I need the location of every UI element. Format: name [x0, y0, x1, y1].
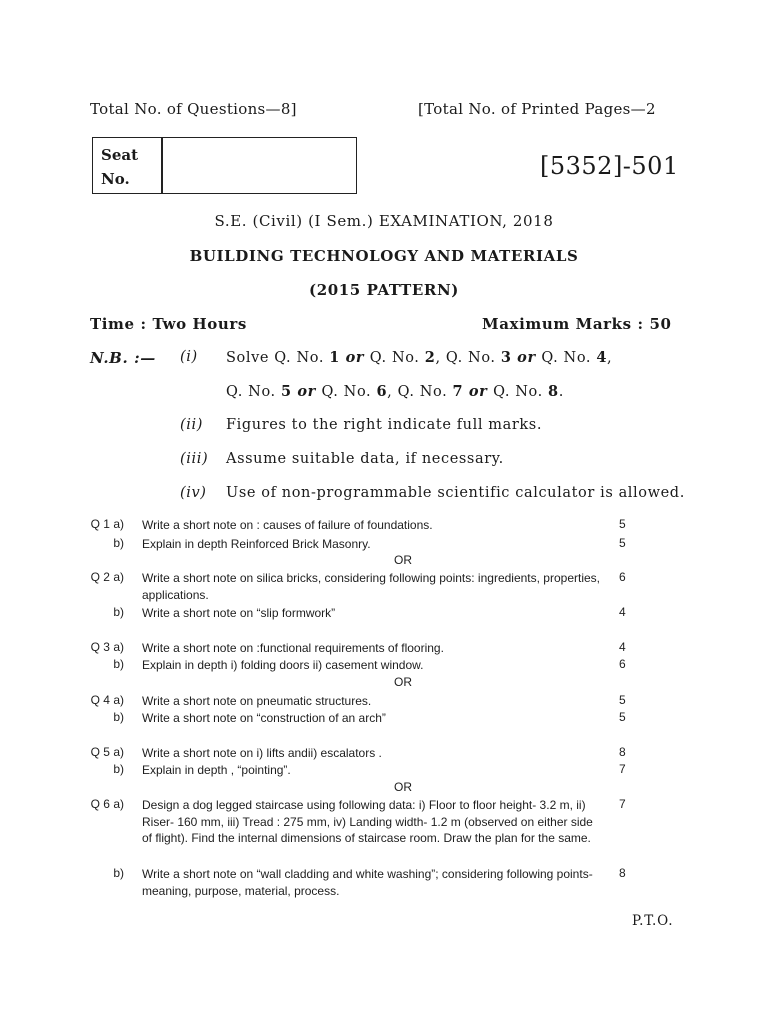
- instruction-part: 2: [424, 349, 436, 366]
- maximum-marks: Maximum Marks : 50: [482, 315, 672, 333]
- question-text: Write a short note on “wall cladding and white washing”; considering following points- meaning, purpose, material, process.: [142, 867, 593, 898]
- seat-label-line-1: Seat: [101, 146, 139, 164]
- instruction-part: or: [463, 383, 494, 400]
- question-text: Explain in depth i) folding doors ii) casement window.: [142, 658, 424, 672]
- instruction-part: 3: [500, 349, 512, 366]
- instruction-part: Q. No.: [226, 384, 281, 400]
- question-marks: 4: [619, 640, 626, 654]
- question-text: Write a short note on i) lifts andii) escalators .: [142, 746, 382, 760]
- total-printed-pages: [Total No. of Printed Pages—2: [418, 100, 656, 118]
- instruction-text: Figures to the right indicate full marks.: [226, 417, 543, 433]
- instruction-part: 5: [280, 383, 292, 400]
- instruction-number: (iv): [180, 485, 207, 501]
- exam-title: S.E. (Civil) (I Sem.) EXAMINATION, 2018: [214, 212, 554, 230]
- question-text: Design a dog legged staircase using following data: i) Floor to floor height- 3.2 m, ii) Riser- 160 mm, iii) Tread : 275 mm, iv) Landing width- 1.2 m (observed on either side of flight). Find the internal dimensions of staircase room. Draw the plan for the same.: [142, 798, 593, 845]
- question-number: Q 3 a): [90, 640, 124, 654]
- instruction-part: Solve Q. No.: [226, 350, 330, 366]
- instruction-part: 4: [596, 349, 608, 366]
- instruction-part: Q. No.: [493, 384, 549, 400]
- seat-number-label: [101, 143, 157, 191]
- question-text: Write a short note on “construction of an arch”: [142, 711, 386, 725]
- or-separator: OR: [394, 553, 412, 567]
- paper-code: [5352]-501: [540, 152, 679, 180]
- instruction-part: 7: [452, 383, 464, 400]
- question-marks: 4: [619, 605, 626, 619]
- instruction-part: , Q. No.: [387, 384, 453, 400]
- instruction-text: [226, 383, 564, 400]
- instruction-part: Q. No.: [321, 384, 377, 400]
- question-marks: 8: [619, 745, 626, 759]
- question-text: Write a short note on “slip formwork”: [142, 606, 336, 620]
- question-number: b): [113, 762, 124, 776]
- question-number: Q 6 a): [90, 797, 124, 811]
- seat-number-box: [92, 137, 357, 194]
- instruction-part: Q. No.: [369, 350, 425, 366]
- total-questions: Total No. of Questions—8]: [90, 100, 297, 118]
- instruction-number: (iii): [180, 451, 209, 467]
- instruction-part: 6: [376, 383, 388, 400]
- instruction-part: or: [291, 383, 322, 400]
- pattern-label: (2015 PATTERN): [309, 281, 459, 299]
- question-marks: 8: [619, 866, 626, 880]
- question-text: Write a short note on pneumatic structures.: [142, 694, 372, 708]
- or-separator: OR: [394, 675, 412, 689]
- question-marks: 5: [619, 536, 626, 550]
- instruction-part: Q. No.: [541, 350, 597, 366]
- subject-title: BUILDING TECHNOLOGY AND MATERIALS: [189, 247, 579, 265]
- question-marks: 5: [619, 693, 626, 707]
- instruction-part: or: [339, 349, 370, 366]
- question-marks: 6: [619, 657, 626, 671]
- question-number: Q 2 a): [90, 570, 124, 584]
- instruction-text: Assume suitable data, if necessary.: [226, 451, 504, 467]
- time-allowed: Time : Two Hours: [90, 315, 247, 333]
- seat-label-line-2: No.: [101, 170, 130, 188]
- question-number: Q 1 a): [90, 517, 124, 531]
- instruction-part: 8: [548, 383, 559, 400]
- question-marks: 5: [619, 517, 626, 531]
- question-number: Q 5 a): [90, 745, 124, 759]
- question-number: b): [113, 866, 124, 880]
- instruction-text: [226, 349, 612, 366]
- question-number: b): [113, 536, 124, 550]
- instruction-text: Use of non-programmable scientific calculator is allowed.: [226, 485, 685, 501]
- question-marks: 7: [619, 797, 626, 811]
- question-text: Write a short note on silica bricks, considering following points: ingredients, properties, applications.: [142, 571, 601, 602]
- question-text: Write a short note on : causes of failure of foundations.: [142, 518, 433, 532]
- question-marks: 7: [619, 762, 626, 776]
- seat-box-divider: [161, 138, 163, 193]
- instruction-part: 1: [329, 349, 340, 366]
- question-number: Q 4 a): [90, 693, 124, 707]
- question-text: Explain in depth Reinforced Brick Masonry.: [142, 537, 371, 551]
- instruction-part: , Q. No.: [435, 350, 501, 366]
- question-text: Write a short note on :functional requirements of flooring.: [142, 641, 444, 655]
- or-separator: OR: [394, 780, 412, 794]
- nb-label: N.B. :—: [90, 349, 156, 367]
- question-number: b): [113, 605, 124, 619]
- instruction-part: .: [558, 384, 564, 400]
- page-turn-over: P.T.O.: [632, 913, 674, 929]
- question-number: b): [113, 710, 124, 724]
- instruction-part: ,: [607, 350, 613, 366]
- question-number: b): [113, 657, 124, 671]
- question-text: Explain in depth , “pointing”.: [142, 763, 291, 777]
- question-marks: 6: [619, 570, 626, 584]
- instruction-part: or: [511, 349, 542, 366]
- instruction-number: (i): [180, 349, 198, 365]
- instruction-number: (ii): [180, 417, 203, 433]
- question-marks: 5: [619, 710, 626, 724]
